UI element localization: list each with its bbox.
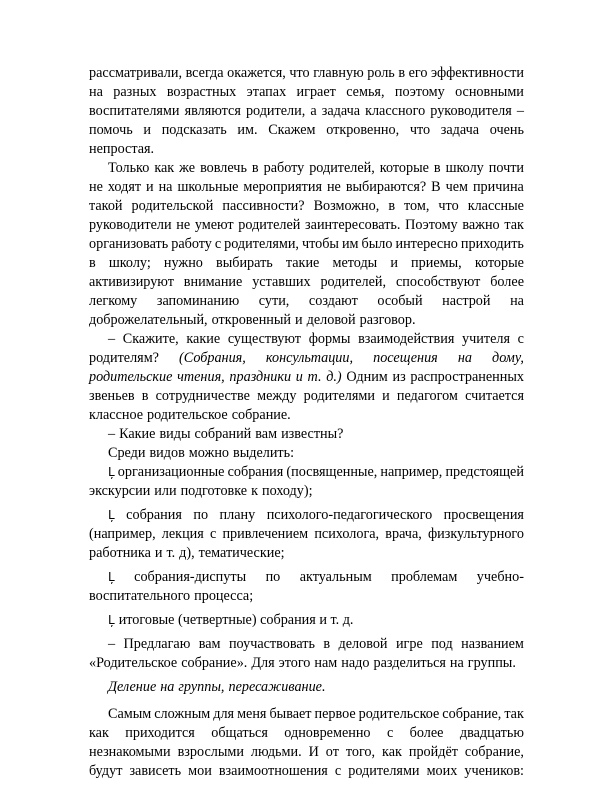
word: праздники	[229, 369, 292, 385]
word: классные	[467, 198, 524, 214]
word: что	[409, 122, 431, 138]
text-line	[89, 406, 524, 425]
word: помочь	[89, 122, 133, 138]
word: в	[388, 198, 396, 214]
word: непростая.	[89, 141, 155, 157]
word: лекция	[161, 526, 204, 542]
word: воспитателями	[89, 103, 180, 119]
word: родительской	[131, 198, 214, 214]
word: просвещения	[443, 507, 524, 523]
word: чтения,	[177, 369, 225, 385]
bullet-item-organizational	[89, 463, 524, 501]
word: на	[158, 179, 173, 195]
word: (Собрания,	[179, 350, 246, 366]
word: физкультурного	[427, 526, 524, 542]
word: группы,	[178, 679, 225, 695]
text-line	[89, 387, 524, 406]
stage-direction	[89, 678, 524, 697]
word: (посвященные,	[286, 464, 378, 480]
word: известны?	[281, 426, 344, 442]
word: названием	[461, 636, 524, 652]
word: разговор.	[359, 312, 416, 328]
bullet-item-plan	[89, 506, 524, 563]
text-line	[89, 64, 524, 83]
text-line	[89, 482, 524, 501]
text-line	[89, 654, 524, 673]
word: вовлечь	[200, 160, 247, 176]
text-line	[89, 140, 524, 159]
word: взрослыми	[177, 744, 244, 760]
word: работу	[171, 236, 212, 252]
text-line	[89, 83, 524, 102]
word: родителями,	[224, 236, 299, 252]
word: очень	[489, 122, 524, 138]
word: по	[193, 507, 209, 523]
word: так	[504, 217, 524, 233]
text-line	[89, 568, 524, 587]
word: вам	[255, 426, 278, 442]
word: игре	[395, 636, 423, 652]
text-line	[89, 678, 524, 697]
word: организационные	[117, 464, 225, 480]
word: считается	[465, 388, 524, 404]
word: и	[146, 179, 154, 195]
paragraph-closing	[89, 705, 524, 781]
word: пассивности?	[222, 198, 305, 214]
word: на	[160, 679, 175, 695]
word: с	[386, 725, 394, 741]
word: внимание	[183, 274, 243, 290]
word: моих	[426, 763, 458, 779]
word: выбираются?	[345, 179, 427, 195]
word: работника	[89, 545, 151, 561]
word: так	[504, 706, 524, 722]
word: Самым	[108, 706, 152, 722]
word: сути,	[258, 293, 290, 309]
word: что	[438, 198, 459, 214]
word: в	[141, 388, 149, 404]
word: и	[154, 545, 163, 561]
text-line	[89, 506, 524, 525]
bullet-item-final	[89, 611, 524, 630]
word: от	[325, 744, 339, 760]
word: для	[213, 706, 235, 722]
word: в	[323, 636, 331, 652]
word: поучаствовать	[228, 636, 315, 652]
word: родительское	[358, 706, 440, 722]
word: с	[209, 526, 217, 542]
word: задача	[321, 103, 360, 119]
word: откровенно,	[326, 122, 400, 138]
word: умеют	[194, 217, 234, 233]
word: или	[154, 483, 177, 499]
word: виды	[159, 426, 191, 442]
word: как	[154, 160, 175, 176]
word: школу	[445, 160, 484, 176]
word: этого	[278, 655, 311, 671]
word: в	[89, 255, 96, 271]
dialog-question-word: родителям?	[89, 350, 159, 366]
word: причина	[472, 179, 524, 195]
word: бывает	[269, 706, 312, 722]
word: –	[108, 426, 116, 442]
word: существуют	[227, 331, 302, 347]
word: собрание».	[181, 655, 248, 671]
word: консультации,	[265, 350, 354, 366]
word: доброжелательный,	[89, 312, 208, 328]
word: незнакомыми	[89, 744, 171, 760]
question-line	[89, 425, 524, 444]
word: нам	[314, 655, 338, 671]
word: выделить:	[233, 445, 295, 461]
word: по	[265, 569, 281, 585]
text-line	[89, 235, 524, 254]
word: Какие	[119, 426, 156, 442]
word: всегда	[185, 65, 224, 81]
word: Для	[251, 655, 275, 671]
word: важно	[462, 217, 500, 233]
word: поэтому	[394, 84, 445, 100]
word: выбирать	[216, 255, 273, 271]
word: такой	[89, 198, 123, 214]
word: родителей,	[320, 274, 387, 290]
word: сотрудничестве	[155, 388, 250, 404]
word: приемы,	[411, 255, 462, 271]
word: проблемам	[391, 569, 458, 585]
word: собрания	[126, 507, 182, 523]
word: роль	[367, 65, 395, 81]
text-line	[89, 254, 524, 273]
word: актуальным	[299, 569, 372, 585]
word: которые	[474, 255, 524, 271]
text-line	[89, 102, 524, 121]
word: можно	[188, 445, 230, 461]
word: подготовке	[180, 483, 248, 499]
text-line	[89, 178, 524, 197]
word: т.	[166, 545, 176, 561]
word: как	[382, 744, 402, 760]
word: руководителя	[430, 103, 512, 119]
word: главную	[313, 65, 364, 81]
word: Предлагаю	[123, 636, 191, 652]
word: собрание,	[464, 744, 524, 760]
word: в	[398, 65, 406, 81]
word: разных	[113, 84, 157, 100]
text-line	[89, 159, 524, 178]
word: активизируют	[89, 274, 174, 290]
word: интересно	[395, 236, 458, 252]
paragraph-dialog	[89, 330, 524, 425]
word: на	[449, 655, 464, 671]
word: надо	[341, 655, 370, 671]
word: с	[517, 331, 524, 347]
word: Возможно,	[313, 198, 380, 214]
word: учебно-	[476, 569, 524, 585]
word: семья,	[346, 84, 385, 100]
word: вам	[198, 636, 221, 652]
word: в	[433, 160, 441, 176]
word: мои	[188, 763, 212, 779]
word: –	[516, 103, 524, 119]
word: –	[108, 636, 116, 652]
word: (например,	[89, 526, 156, 542]
text-line	[89, 611, 524, 630]
word: учеников:	[464, 763, 524, 779]
word: В	[431, 179, 441, 195]
word: откровенный	[211, 312, 292, 328]
word: учителя	[462, 331, 510, 347]
word: воспитательного	[89, 588, 191, 604]
word: методы	[332, 255, 378, 271]
word: организовать	[89, 236, 169, 252]
bullet-icon: Ļ	[108, 613, 115, 627]
word: между	[257, 388, 297, 404]
paragraph-intro	[89, 64, 524, 159]
word: распространенных	[410, 369, 524, 385]
word: психолого-педагогического	[266, 507, 433, 523]
word: к	[251, 483, 258, 499]
word: «Родительское	[89, 655, 178, 671]
word: уставших	[252, 274, 311, 290]
word: д.)	[326, 369, 342, 385]
text-line	[89, 587, 524, 606]
word: Только	[108, 160, 150, 176]
word: меня	[237, 706, 267, 722]
text-line	[89, 544, 524, 563]
text-line	[89, 330, 524, 349]
word: предстоящей	[445, 464, 524, 480]
word: одновременно	[284, 725, 371, 741]
bullet-icon: Ļ	[108, 570, 115, 584]
word: например,	[380, 464, 443, 480]
paragraph-parents	[89, 159, 524, 330]
word: на	[510, 293, 524, 309]
word: а	[310, 103, 317, 119]
word: более	[490, 274, 524, 290]
word: из	[392, 369, 406, 385]
word: как	[89, 725, 109, 741]
word: Деление	[108, 679, 157, 695]
word: этапах	[246, 84, 287, 100]
word: являются	[184, 103, 241, 119]
text-line	[89, 743, 524, 762]
word: родительские	[89, 369, 173, 385]
word: задача	[440, 122, 480, 138]
text-line	[89, 762, 524, 781]
word: сложным	[154, 706, 211, 722]
word: Скажите,	[122, 331, 179, 347]
word: и	[143, 122, 152, 138]
word: же	[179, 160, 196, 176]
word: формы	[308, 331, 351, 347]
word: собрания	[227, 464, 284, 480]
word: посещения	[373, 350, 438, 366]
word: экскурсии	[89, 483, 151, 499]
word: такие	[285, 255, 320, 271]
word: собрания-диспуты	[134, 569, 247, 585]
word: чтобы	[301, 236, 339, 252]
word: было	[361, 236, 393, 252]
text-line	[89, 292, 524, 311]
word: не	[326, 179, 341, 195]
word: видов	[149, 445, 185, 461]
word: процесса;	[194, 588, 254, 604]
document-page	[89, 64, 524, 781]
word: группы.	[467, 655, 516, 671]
word: д),	[179, 545, 195, 561]
word: родителями	[303, 388, 375, 404]
word: деловой	[306, 312, 356, 328]
word: им	[341, 236, 359, 252]
text-line	[89, 724, 524, 743]
word: Поэтому	[405, 217, 458, 233]
word: людьми.	[250, 744, 302, 760]
word: родителей	[238, 217, 301, 233]
word: с	[214, 236, 222, 252]
word: заинтересовать.	[305, 217, 401, 233]
word: легкому	[89, 293, 138, 309]
word: возрастных	[166, 84, 237, 100]
word: привлечением	[222, 526, 309, 542]
paragraph-game-invite	[89, 635, 524, 673]
word: которые	[379, 160, 429, 176]
word: и	[295, 312, 303, 328]
text-line	[89, 525, 524, 544]
word: того,	[345, 744, 376, 760]
bullet-icon: Ļ	[108, 465, 115, 479]
word: тематические;	[198, 545, 285, 561]
word: и	[390, 255, 398, 271]
text-line	[89, 216, 524, 235]
word: и	[295, 369, 303, 385]
word: приходится	[125, 725, 195, 741]
word: И	[308, 744, 319, 760]
word: собраний	[194, 426, 252, 442]
word: Среди	[108, 445, 146, 461]
word: звеньев	[89, 388, 135, 404]
word: взаимодействия	[358, 331, 455, 347]
word: врача,	[385, 526, 422, 542]
word: почти	[488, 160, 524, 176]
word: школьные	[177, 179, 239, 195]
word: в	[251, 160, 259, 176]
word: общаться	[211, 725, 268, 741]
word: родителей,	[309, 160, 375, 176]
word: приходить	[460, 236, 524, 252]
word: психолога,	[314, 526, 380, 542]
word: классное	[89, 407, 144, 423]
word: походу);	[261, 483, 313, 499]
word: родителями	[348, 763, 420, 779]
word: родительское	[147, 407, 228, 423]
text-line	[89, 197, 524, 216]
word: дому,	[492, 350, 524, 366]
word: взаимоотношения	[218, 763, 328, 779]
word: работу	[263, 160, 305, 176]
text-line	[89, 349, 524, 368]
word: и	[382, 388, 390, 404]
word: плану	[219, 507, 256, 523]
word: эффективности	[430, 65, 524, 81]
word: родители,	[245, 103, 306, 119]
text-line	[89, 705, 524, 724]
word: классного	[365, 103, 426, 119]
word: им.	[237, 122, 258, 138]
bullet-icon: Ļ	[108, 508, 115, 522]
word: способствуют	[395, 274, 481, 290]
text-line	[89, 311, 524, 330]
word: создают	[308, 293, 358, 309]
word: окажется,	[227, 65, 286, 81]
word: более	[409, 725, 444, 741]
bullet-text: итоговые (четвертные) собрания и т. д.	[118, 612, 354, 628]
word: собрание,	[442, 706, 502, 722]
word: ходят	[107, 179, 142, 195]
word: Скажем	[268, 122, 316, 138]
word: собрание.	[231, 407, 291, 423]
word: мероприятия	[243, 179, 322, 195]
word: играет	[296, 84, 336, 100]
text-line	[89, 368, 524, 387]
list-intro	[89, 444, 524, 463]
word: на	[457, 350, 472, 366]
word: чем	[445, 179, 468, 195]
text-line	[89, 463, 524, 482]
word: запоминанию	[156, 293, 240, 309]
word: Одним	[346, 369, 388, 385]
word: какие	[186, 331, 221, 347]
word: пройдёт	[408, 744, 458, 760]
word: его	[408, 65, 428, 81]
word: что	[289, 65, 310, 81]
word: настрой	[442, 293, 491, 309]
word: школу;	[108, 255, 151, 271]
word: том,	[404, 198, 430, 214]
word: разделиться	[373, 655, 446, 671]
word: основными	[455, 84, 524, 100]
word: т.	[307, 369, 322, 385]
word: пересаживание.	[228, 679, 326, 695]
word: первое	[314, 706, 356, 722]
word: особый	[377, 293, 423, 309]
text-line	[89, 121, 524, 140]
word: зависеть	[129, 763, 182, 779]
word: деловой	[338, 636, 388, 652]
word: под	[431, 636, 453, 652]
word: с	[334, 763, 342, 779]
word: нужно	[163, 255, 203, 271]
word: будут	[89, 763, 123, 779]
text-line	[89, 273, 524, 292]
text-line	[89, 635, 524, 654]
word: не	[176, 217, 191, 233]
word: –	[108, 331, 116, 347]
word: на	[89, 84, 103, 100]
word: педагогом	[396, 388, 458, 404]
bullet-item-disputes	[89, 568, 524, 606]
word: двадцатью	[459, 725, 524, 741]
word: руководители	[89, 217, 172, 233]
word: не	[89, 179, 103, 195]
word: подсказать	[161, 122, 227, 138]
word: рассматривали,	[89, 65, 183, 81]
